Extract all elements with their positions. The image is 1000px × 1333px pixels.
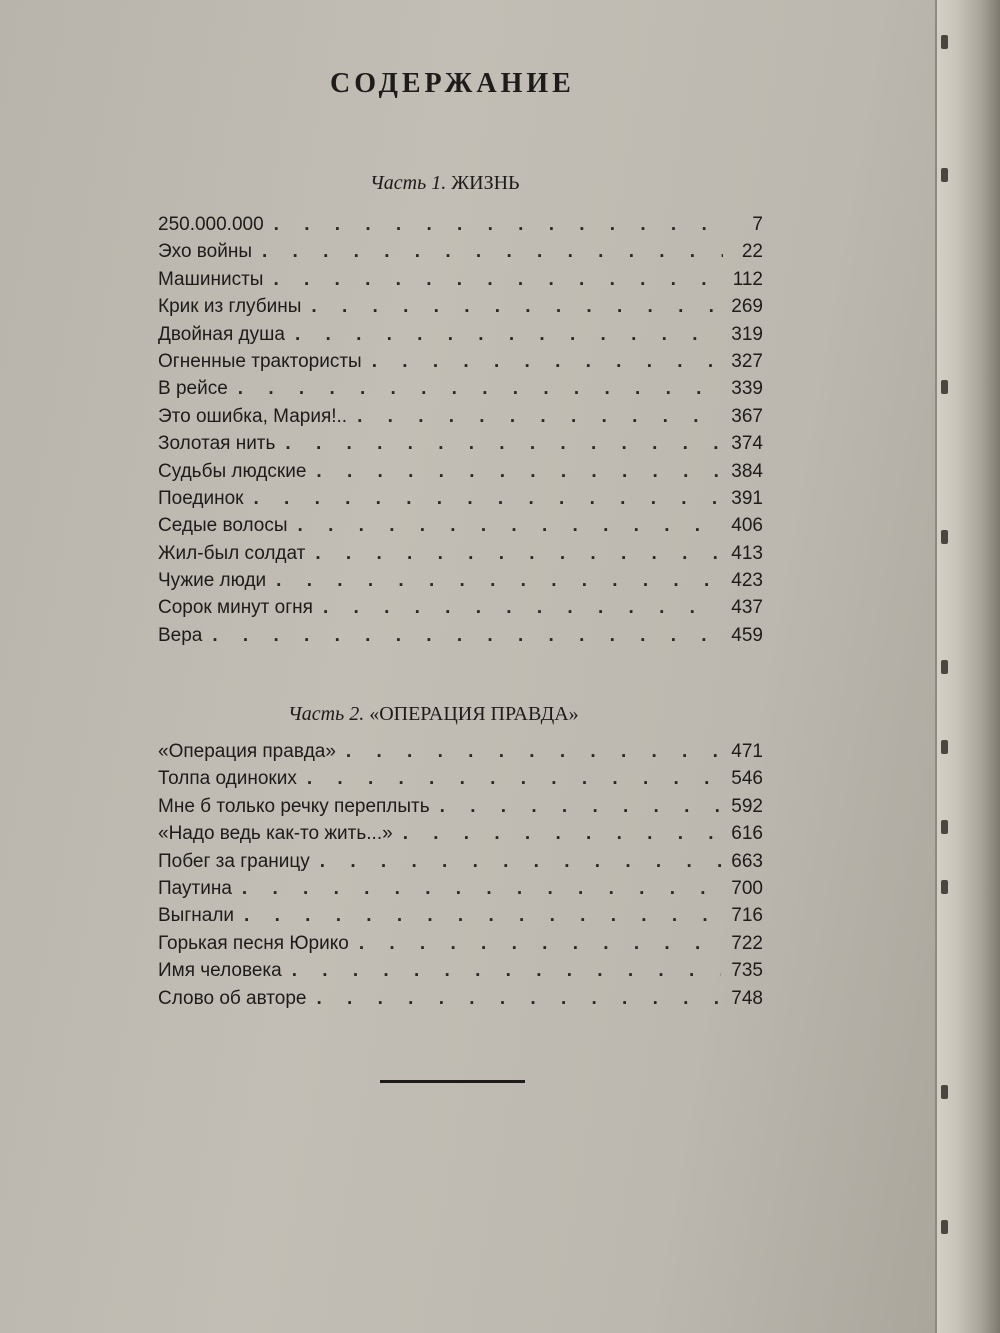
toc-entry	[158, 406, 763, 433]
toc-entry-title: Это ошибка, Мария!..	[158, 405, 348, 427]
toc-entry-page: 459	[731, 624, 763, 646]
toc-entry	[158, 878, 763, 905]
toc-entry-title: Паутина	[158, 877, 232, 899]
toc-entry	[158, 296, 763, 323]
toc-leader-dots	[285, 433, 721, 455]
toc-entry-title: Эхо войны	[158, 241, 252, 263]
toc-entry-page: 700	[731, 877, 763, 899]
toc-entry-title: Слово об авторе	[158, 987, 307, 1009]
toc-entry-title: «Надо ведь как-то жить...»	[158, 823, 393, 845]
part-2-name: «ОПЕРАЦИЯ ПРАВДА»	[369, 703, 579, 725]
toc-leader-dots	[323, 597, 721, 619]
toc-entry	[158, 433, 763, 460]
toc-leader-dots	[273, 269, 722, 291]
toc-entry	[158, 741, 763, 768]
toc-leader-dots	[357, 406, 721, 428]
toc-leader-dots	[316, 461, 721, 483]
toc-entry	[158, 796, 763, 823]
part-1-heading	[370, 172, 520, 195]
toc-entry-page: 7	[752, 214, 763, 235]
toc-entry	[158, 570, 763, 597]
binding-stitch	[941, 35, 948, 49]
toc-entry-title: Побег за границу	[158, 850, 310, 872]
toc-leader-dots	[295, 324, 721, 346]
toc-entry-page: 269	[731, 296, 763, 318]
toc-entry	[158, 823, 763, 850]
toc-entry-title: Мне б только речку переплыть	[158, 795, 430, 817]
toc-leader-dots	[212, 625, 721, 647]
toc-entry	[158, 543, 763, 570]
toc-leader-dots	[320, 851, 722, 873]
toc-leader-dots	[292, 960, 722, 982]
toc-entry-title: Горькая песня Юрико	[158, 932, 349, 954]
toc-entry-page: 22	[741, 241, 763, 263]
toc-entry-title: Сорок минут огня	[158, 597, 313, 619]
part-2-entries	[158, 741, 763, 1015]
toc-entry-title: Седые волосы	[158, 515, 288, 537]
toc-entry	[158, 515, 763, 542]
toc-entry-page: 384	[731, 460, 763, 482]
toc-entry-title: Огненные трактористы	[158, 350, 362, 372]
toc-entry-page: 437	[731, 597, 763, 619]
binding-stitch	[941, 1220, 948, 1234]
toc-entry	[158, 269, 763, 296]
part-1-entries	[158, 214, 763, 652]
toc-entry	[158, 933, 763, 960]
toc-leader-dots	[440, 796, 722, 818]
binding-stitch	[941, 380, 948, 394]
toc-entry-page: 391	[731, 487, 763, 509]
toc-entry-page: 339	[731, 378, 763, 400]
part-1-name: ЖИЗНЬ	[451, 172, 520, 194]
binding-stitch	[941, 660, 948, 674]
toc-entry-title: Выгнали	[158, 905, 235, 927]
toc-entry-page: 616	[731, 823, 763, 845]
toc-entry-page: 592	[731, 795, 763, 817]
toc-leader-dots	[346, 741, 721, 763]
toc-entry-page: 319	[731, 323, 763, 345]
toc-entry	[158, 488, 763, 515]
toc-entry-page: 748	[731, 987, 763, 1009]
end-rule	[380, 1080, 525, 1083]
toc-leader-dots	[276, 570, 721, 592]
toc-entry	[158, 351, 763, 378]
toc-entry-title: Чужие люди	[158, 570, 267, 592]
part-2-label: Часть 2.	[288, 703, 365, 725]
toc-leader-dots	[242, 878, 721, 900]
toc-entry	[158, 905, 763, 932]
toc-leader-dots	[274, 214, 723, 236]
toc-entry-title: Крик из глубины	[158, 296, 302, 318]
binding-stitch	[941, 530, 948, 544]
part-2-heading	[288, 703, 579, 726]
toc-entry-title: Машинисты	[158, 268, 264, 290]
toc-entry-title: Поединок	[158, 487, 244, 509]
toc-entry-title: Судьбы людские	[158, 460, 307, 482]
toc-entry-page: 471	[731, 741, 763, 762]
toc-entry	[158, 214, 763, 241]
toc-leader-dots	[359, 933, 721, 955]
toc-leader-dots	[311, 296, 721, 318]
toc-entry-title: Двойная душа	[158, 323, 285, 345]
toc-entry-title: Золотая нить	[158, 433, 276, 455]
toc-entry	[158, 851, 763, 878]
toc-entry-page: 546	[731, 768, 763, 790]
toc-entry	[158, 597, 763, 624]
binding-stitch	[941, 820, 948, 834]
toc-entry-page: 413	[731, 542, 763, 564]
toc-entry	[158, 378, 763, 405]
toc-leader-dots	[238, 378, 722, 400]
toc-leader-dots	[307, 768, 721, 790]
toc-entry-title: 250.000.000	[158, 214, 264, 235]
page-title: СОДЕРЖАНИЕ	[330, 68, 575, 99]
binding-stitch	[941, 168, 948, 182]
toc-entry	[158, 625, 763, 652]
toc-entry-page: 722	[731, 932, 763, 954]
toc-leader-dots	[315, 543, 721, 565]
binding-stitch	[941, 740, 948, 754]
toc-entry-title: «Операция правда»	[158, 741, 336, 762]
book-spine	[935, 0, 1000, 1333]
toc-leader-dots	[298, 515, 722, 537]
toc-leader-dots	[372, 351, 722, 373]
toc-leader-dots	[262, 241, 723, 263]
toc-entry-page: 663	[731, 850, 763, 872]
toc-entry	[158, 988, 763, 1015]
binding-stitch	[941, 880, 948, 894]
toc-entry-title: Толпа одиноких	[158, 768, 297, 790]
toc-entry	[158, 768, 763, 795]
toc-entry-page: 735	[731, 960, 763, 982]
toc-entry	[158, 324, 763, 351]
toc-entry	[158, 960, 763, 987]
toc-entry-page: 423	[731, 570, 763, 592]
toc-entry-page: 374	[731, 433, 763, 455]
toc-entry-page: 716	[731, 905, 763, 927]
toc-entry-page: 112	[732, 268, 763, 290]
toc-entry	[158, 461, 763, 488]
toc-leader-dots	[244, 905, 721, 927]
toc-entry-page: 327	[731, 350, 763, 372]
toc-entry-title: В рейсе	[158, 378, 228, 400]
toc-entry-title: Вера	[158, 624, 203, 646]
toc-leader-dots	[403, 823, 722, 845]
toc-entry-title: Имя человека	[158, 960, 282, 982]
toc-entry-title: Жил-был солдат	[158, 542, 306, 564]
binding-stitch	[941, 1085, 948, 1099]
toc-leader-dots	[316, 988, 721, 1010]
toc-leader-dots	[253, 488, 721, 510]
toc-entry	[158, 241, 763, 268]
part-1-label: Часть 1.	[370, 172, 447, 194]
toc-entry-page: 367	[731, 405, 763, 427]
toc-entry-page: 406	[731, 515, 763, 537]
